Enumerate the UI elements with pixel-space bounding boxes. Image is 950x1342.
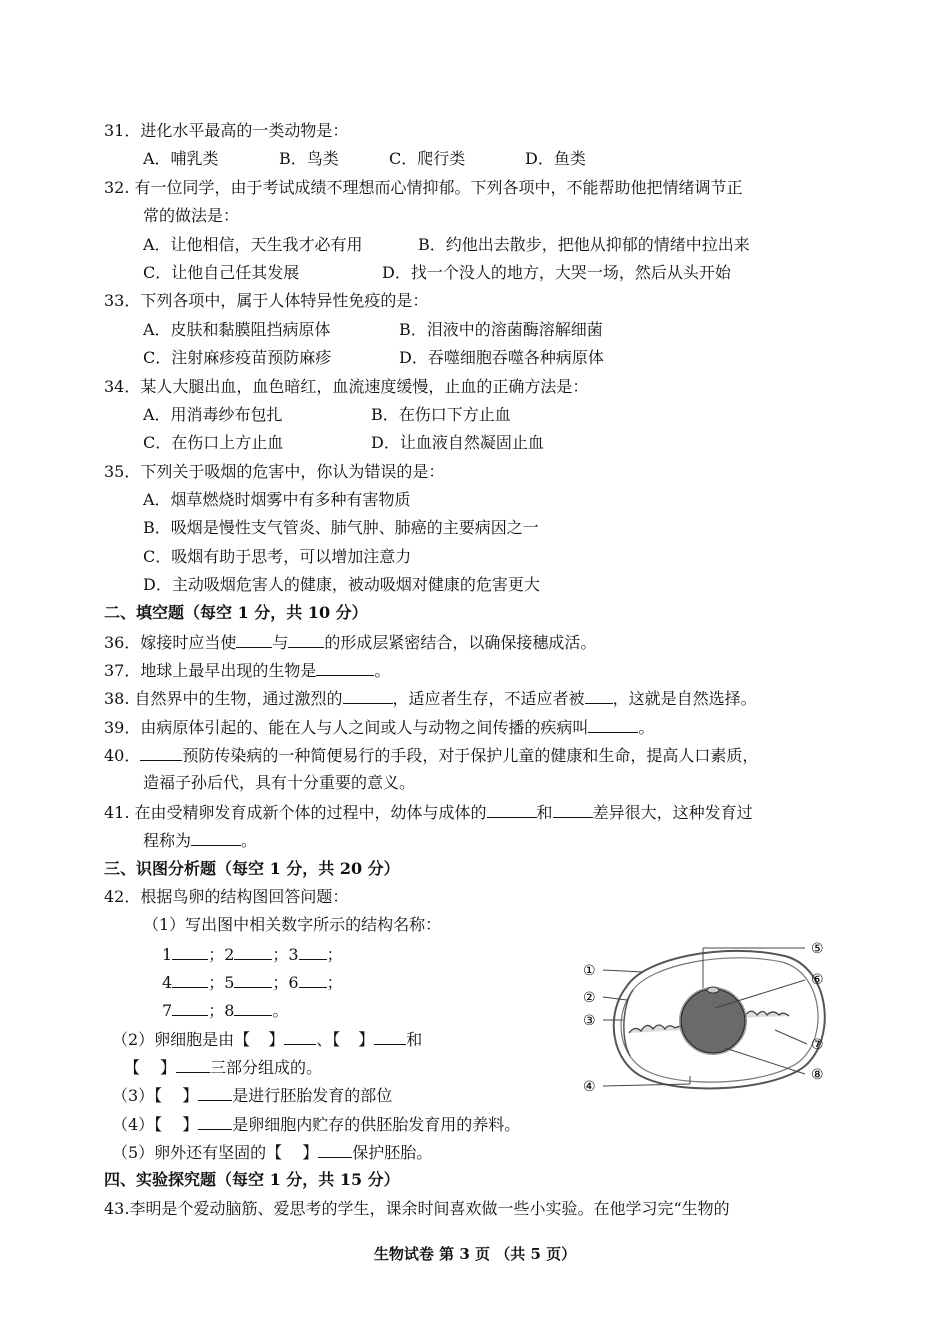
period: 。 bbox=[272, 1001, 289, 1020]
q31-stem: 31．进化水平最高的一类动物是： bbox=[104, 121, 349, 140]
diagram-label-2: ② bbox=[583, 990, 596, 1006]
q31-option-b: B．鸟类 bbox=[279, 149, 339, 168]
leader-8 bbox=[725, 1048, 805, 1074]
q37 bbox=[104, 660, 390, 681]
label-2: ；2 bbox=[208, 945, 235, 964]
text: 是卵细胞内贮存的供胚胎发育用的养料。 bbox=[232, 1115, 521, 1134]
q40-line2: 造福子孙后代，具有十分重要的意义。 bbox=[143, 773, 416, 792]
blank-3[interactable] bbox=[299, 944, 327, 960]
label-3: ；3 bbox=[272, 945, 299, 964]
q42-part2-line2 bbox=[124, 1057, 322, 1078]
text: （3）【 bbox=[112, 1086, 163, 1105]
q38 bbox=[104, 688, 757, 709]
q36-blank-1[interactable] bbox=[236, 632, 272, 648]
blank-egg-part-1[interactable] bbox=[284, 1029, 316, 1045]
q34-option-d: D．让血液自然凝固止血 bbox=[371, 433, 544, 452]
text: （4）【 bbox=[112, 1115, 163, 1134]
q32-option-c: C．让他自己任其发展 bbox=[143, 263, 300, 282]
text: （5）卵外还有坚固的【 bbox=[112, 1143, 283, 1162]
q39 bbox=[104, 717, 654, 738]
q42-names-row2 bbox=[162, 972, 343, 993]
page-footer: 生物试卷 第 3 页 （共 5 页） bbox=[373, 1245, 577, 1263]
text: 和 bbox=[406, 1030, 423, 1049]
label-8: ；8 bbox=[208, 1001, 235, 1020]
label-6: ；6 bbox=[272, 973, 299, 992]
text: 是进行胚胎发育的部位 bbox=[232, 1086, 393, 1105]
q38-text-b: ，适应者生存，不适应者被 bbox=[392, 689, 585, 708]
text: 】 bbox=[182, 1115, 199, 1134]
diagram-label-1: ① bbox=[583, 963, 596, 979]
q31-option-a: A．哺乳类 bbox=[143, 149, 219, 168]
q41-text-e: 。 bbox=[241, 831, 258, 850]
q34-stem: 34．某人大腿出血，血色暗红，血流速度缓慢，止血的正确方法是： bbox=[104, 377, 589, 396]
q40-text-a: 40． bbox=[104, 746, 141, 765]
q36-blank-2[interactable] bbox=[288, 632, 324, 648]
q35-option-c: C．吸烟有助于思考，可以增加注意力 bbox=[143, 547, 412, 566]
q41 bbox=[104, 802, 753, 823]
q42-names-row1 bbox=[162, 944, 343, 965]
blank-1[interactable] bbox=[172, 944, 208, 960]
q42-part2-line1 bbox=[112, 1029, 422, 1050]
leader-2 bbox=[603, 997, 627, 1000]
q41-blank-2[interactable] bbox=[553, 802, 593, 818]
q36 bbox=[104, 632, 596, 653]
q41-blank-3[interactable] bbox=[191, 830, 241, 846]
q32-stem-line1: 32. 有一位同学，由于考试成绩不理想而心情抑郁。下列各项中，不能帮助他把情绪调节正 bbox=[104, 178, 743, 197]
q31-option-c: C．爬行类 bbox=[389, 149, 466, 168]
label-7: 7 bbox=[162, 1001, 173, 1020]
q41-text-c: 差异很大，这种发育过 bbox=[592, 803, 753, 822]
blank-egg-part-3[interactable] bbox=[176, 1057, 210, 1073]
semicolon: ； bbox=[326, 945, 343, 964]
text: 、【 bbox=[316, 1030, 341, 1049]
q35-option-a: A．烟草燃烧时烟雾中有多种有害物质 bbox=[143, 490, 411, 509]
q39-blank[interactable] bbox=[588, 717, 638, 733]
q38-text-a: 38. 自然界中的生物，通过激烈的 bbox=[104, 689, 343, 708]
q33-stem: 33．下列各项中，属于人体特异性免疫的是： bbox=[104, 291, 429, 310]
q41-line2 bbox=[143, 830, 257, 851]
blank-2[interactable] bbox=[234, 944, 272, 960]
q35-option-b: B．吸烟是慢性支气管炎、肺气肿、肺癌的主要病因之一 bbox=[143, 518, 539, 537]
q42-part4 bbox=[112, 1114, 520, 1135]
text: 保护胚胎。 bbox=[352, 1143, 433, 1162]
q35-option-d: D．主动吸烟危害人的健康，被动吸烟对健康的危害更大 bbox=[143, 575, 540, 594]
q32-option-d: D．找一个没人的地方，大哭一场，然后从头开始 bbox=[382, 263, 731, 282]
leader-1 bbox=[603, 970, 643, 972]
text: 】 bbox=[358, 1030, 375, 1049]
blank-embryo-site[interactable] bbox=[198, 1085, 232, 1101]
q40-blank[interactable] bbox=[140, 745, 182, 761]
q31-option-d: D．鱼类 bbox=[525, 149, 586, 168]
q39-text-b: 。 bbox=[638, 718, 655, 737]
q32-option-b: B．约他出去散步，把他从抑郁的情绪中拉出来 bbox=[418, 235, 750, 254]
section-fill-in-heading: 二、填空题（每空 1 分，共 10 分） bbox=[104, 603, 368, 622]
label-5: ；5 bbox=[208, 973, 235, 992]
text: 三部分组成的。 bbox=[210, 1058, 323, 1077]
section-diagram-heading: 三、识图分析题（每空 1 分，共 20 分） bbox=[104, 859, 400, 878]
leader-7 bbox=[775, 1030, 807, 1044]
q39-text-a: 39．由病原体引起的、能在人与人之间或人与动物之间传播的疾病叫 bbox=[104, 718, 589, 737]
q37-text-a: 37．地球上最早出现的生物是 bbox=[104, 661, 317, 680]
q34-option-c: C．在伤口上方止血 bbox=[143, 433, 284, 452]
q41-text-a: 41. 在由受精卵发育成新个体的过程中，幼体与成体的 bbox=[104, 803, 487, 822]
q37-blank[interactable] bbox=[316, 660, 374, 676]
q33-option-c: C．注射麻疹疫苗预防麻疹 bbox=[143, 348, 332, 367]
q38-blank-2[interactable] bbox=[585, 688, 613, 704]
diagram-label-7: ⑦ bbox=[811, 1037, 824, 1053]
q34-option-a: A．用消毒纱布包扎 bbox=[143, 405, 283, 424]
q35-stem: 35．下列关于吸烟的危害中，你认为错误的是： bbox=[104, 462, 445, 481]
diagram-label-6: ⑥ bbox=[811, 972, 824, 988]
section-experiment-heading: 四、实验探究题（每空 1 分，共 15 分） bbox=[104, 1170, 400, 1189]
q37-text-b: 。 bbox=[374, 661, 391, 680]
q42-part1: （1）写出图中相关数字所示的结构名称： bbox=[143, 915, 442, 934]
q40-text-b: 预防传染病的一种简便易行的手段，对于保护儿童的健康和生命，提高人口素质， bbox=[182, 746, 759, 765]
q36-text-a: 36．嫁接时应当使 bbox=[104, 633, 237, 652]
semicolon: ； bbox=[326, 973, 343, 992]
q34-option-b: B．在伤口下方止血 bbox=[371, 405, 511, 424]
label-1: 1 bbox=[162, 945, 173, 964]
blank-6[interactable] bbox=[299, 972, 327, 988]
q32-stem-line2: 常的做法是： bbox=[143, 206, 240, 225]
diagram-label-4: ④ bbox=[583, 1079, 596, 1095]
q36-text-b: 与 bbox=[272, 633, 289, 652]
q33-option-b: B．泪液中的溶菌酶溶解细菌 bbox=[399, 320, 603, 339]
text: 】 bbox=[302, 1143, 319, 1162]
blank-5[interactable] bbox=[234, 972, 272, 988]
blank-egg-part-2[interactable] bbox=[374, 1029, 406, 1045]
blank-shell[interactable] bbox=[318, 1142, 352, 1158]
germinal-disc bbox=[707, 987, 719, 993]
label-4: 4 bbox=[162, 973, 173, 992]
q40 bbox=[104, 745, 758, 766]
text: （2）卵细胞是由【 bbox=[112, 1030, 251, 1049]
egg-structure-diagram bbox=[575, 938, 845, 1098]
yolk bbox=[681, 989, 745, 1053]
blank-7[interactable] bbox=[172, 1000, 208, 1016]
q36-text-c: 的形成层紧密结合，以确保接穗成活。 bbox=[324, 633, 597, 652]
text: 】 bbox=[160, 1058, 177, 1077]
diagram-label-8: ⑧ bbox=[811, 1067, 824, 1083]
q42-stem: 42．根据鸟卵的结构图回答问题： bbox=[104, 887, 349, 906]
q32-option-a: A．让他相信，天生我才必有用 bbox=[143, 235, 363, 254]
q38-text-c: ，这就是自然选择。 bbox=[612, 689, 757, 708]
q42-names-row3 bbox=[162, 1000, 288, 1021]
chalaza-left bbox=[629, 1025, 685, 1033]
q33-option-a: A．皮肤和黏膜阻挡病原体 bbox=[143, 320, 331, 339]
blank-nutrient[interactable] bbox=[198, 1114, 232, 1130]
q41-text-b: 和 bbox=[536, 803, 553, 822]
text: 】 bbox=[268, 1030, 285, 1049]
blank-8[interactable] bbox=[234, 1000, 272, 1016]
text: 】 bbox=[182, 1086, 199, 1105]
q43-stem: 43.李明是个爱动脑筋、爱思考的学生，课余时间喜欢做一些小实验。在他学习完“生物的 bbox=[104, 1199, 730, 1218]
q38-blank-1[interactable] bbox=[343, 688, 393, 704]
blank-4[interactable] bbox=[172, 972, 208, 988]
text: 【 bbox=[124, 1058, 141, 1077]
q42-part5 bbox=[112, 1142, 432, 1163]
q42-part3 bbox=[112, 1085, 392, 1106]
diagram-label-3: ③ bbox=[583, 1013, 596, 1029]
q33-option-d: D．吞噬细胞吞噬各种病原体 bbox=[399, 348, 604, 367]
q41-text-d: 程称为 bbox=[143, 831, 192, 850]
diagram-label-5: ⑤ bbox=[811, 941, 824, 957]
q41-blank-1[interactable] bbox=[487, 802, 537, 818]
